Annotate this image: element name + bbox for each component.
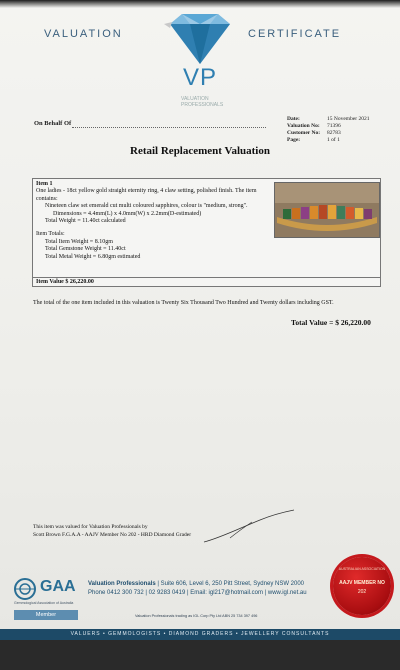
- valued-by-line: Scott Brown F.G.A.A - AAJV Member No 202 - HRD Diamond Grader: [33, 532, 192, 538]
- meta-key: Date:: [287, 116, 300, 122]
- contact-trading-line: Valuation Professionals trading as IGL Corp Pty Ltd ABN 25 734 397 496: [135, 614, 258, 618]
- meta-value: 82783: [327, 130, 341, 136]
- meta-block: [287, 116, 369, 144]
- item-totals-heading: Item Totals:: [36, 231, 65, 238]
- item-heading: Item 1: [36, 181, 53, 187]
- item-value-row: [33, 277, 380, 287]
- footer-text: VALUERS • GEMMOLOGISTS • DIAMOND GRADERS • JEWELLERY CONSULTANTS: [70, 631, 330, 637]
- company-name: Valuation Professionals: [88, 581, 156, 587]
- meta-value: 71396: [327, 123, 341, 129]
- header-left-text: VALUATION: [44, 28, 123, 40]
- item-stones: Nineteen claw set emerald cut multi coloured sapphires, colour is "medium, strong".: [45, 203, 248, 210]
- header-right-text: CERTIFICATE: [248, 28, 342, 40]
- ring-photo: [274, 182, 380, 238]
- seal-top-text: AUSTRALIAN ASSOCIATION: [338, 567, 386, 571]
- item-total-line: Total Item Weight = 8.10gm: [45, 238, 113, 245]
- meta-row: [287, 116, 369, 123]
- on-behalf-line: [72, 127, 266, 128]
- meta-row: [287, 123, 369, 130]
- diamond-logo-icon: [160, 10, 240, 66]
- aajv-seal: [333, 557, 391, 615]
- item-value: Item Value $ 26,220.00: [36, 279, 94, 285]
- item-box: [32, 178, 381, 287]
- total-note: The total of the one item included in this valuation is Twenty Six Thousand Two Hundred and Twenty dollars including GST.: [33, 300, 334, 306]
- vp-logo-subtext: VALUATION PROFESSIONALS: [181, 96, 224, 108]
- item-total-line: Total Gemstone Weight = 11.40ct: [45, 246, 126, 253]
- company-address: | Suite 606, Level 6, 250 Pitt Street, Sydney NSW 2000: [155, 581, 304, 587]
- item-description-block: [36, 181, 273, 261]
- contact-line-1: [88, 580, 307, 589]
- gaa-name: GAA: [40, 578, 76, 595]
- meta-value: 15 November 2021: [327, 116, 370, 122]
- bottom-background: [0, 640, 400, 670]
- gaa-globe-icon: [14, 578, 36, 600]
- meta-value: 1 of 1: [327, 137, 340, 143]
- item-dimensions: Dimensions = 4.4mm(L) x 4.0mm(W) x 2.2mm(D-estimated): [53, 210, 202, 217]
- ring-photo-image: [275, 183, 379, 237]
- item-description: One ladies - 18ct yellow gold straight eternity ring, 4 claw setting, polished finish. The item contains:: [36, 188, 257, 202]
- gaa-subtitle: Gemmological Association of Australia: [14, 601, 74, 605]
- contact-block: [88, 580, 307, 598]
- seal-mid-text: AAJV MEMBER NO: [339, 580, 385, 586]
- valued-by-block: [33, 523, 191, 539]
- seal-number: 202: [357, 589, 367, 595]
- valued-by-line: This item was valued for Valuation Professionals by: [33, 524, 148, 530]
- item-total-weight: Total Weight = 11.40ct calculated: [45, 218, 126, 225]
- meta-key: Page:: [287, 137, 301, 143]
- on-behalf-label: On Behalf Of: [34, 120, 72, 127]
- meta-row: [287, 130, 369, 137]
- item-total-line: Total Metal Weight = 6.80gm estimated: [45, 253, 141, 260]
- contact-line-2: Phone 0412 300 732 | 02 9283 0419 | Email: igl217@hotmail.com | www.igl.net.au: [88, 590, 307, 596]
- meta-key: Valuation No:: [287, 123, 320, 129]
- meta-key: Customer No:: [287, 130, 321, 136]
- gaa-member-badge: Member: [14, 610, 78, 620]
- meta-row: [287, 137, 369, 144]
- signature-icon: [200, 508, 300, 548]
- vp-logo-text: VP: [183, 64, 218, 91]
- total-value: Total Value = $ 26,220.00: [291, 318, 371, 327]
- page-title: Retail Replacement Valuation: [130, 145, 270, 157]
- top-shadow: [0, 0, 400, 8]
